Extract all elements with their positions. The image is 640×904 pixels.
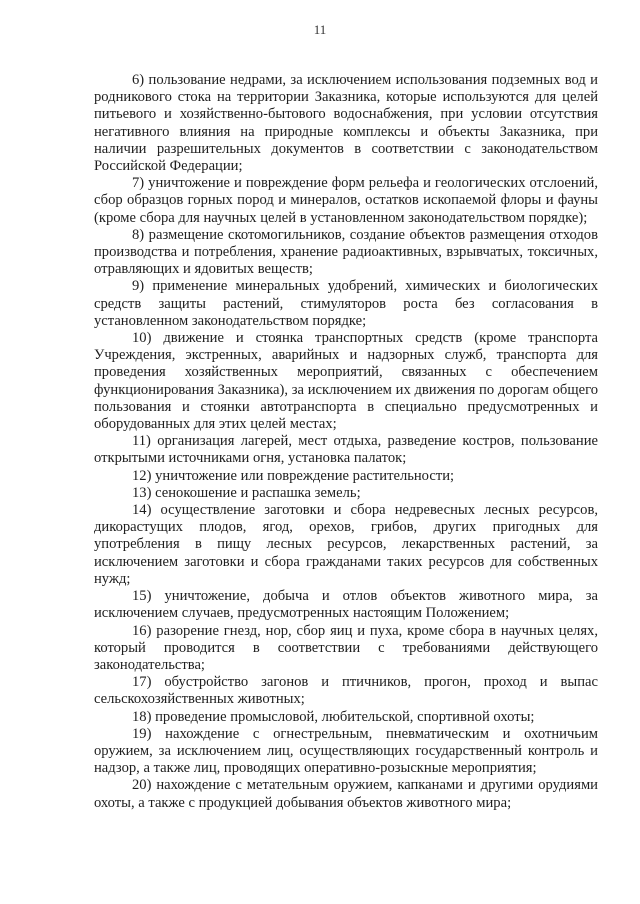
list-item-9: 9) применение минеральных удобрений, химических и биологических средств защиты растений, стимуляторов роста без согласования в установленном законодательством порядке;: [94, 278, 598, 329]
list-item-17: 17) обустройство загонов и птичников, прогон, проход и выпас сельскохозяйственных животных;: [94, 674, 598, 708]
list-item-12: 12) уничтожение или повреждение растительности;: [132, 467, 455, 484]
page-number: 11: [313, 22, 327, 37]
list-item-20: 20) нахождение с метательным оружием, капканами и другими орудиями охоты, а также с продукцией добывания объектов животного мира;: [94, 777, 598, 811]
list-item-6: 6) пользование недрами, за исключением использования подземных вод и родникового стока на территории Заказника, которые используются для целей питьевого и хозяйственно-бытового водоснабжения, при условии отсутствия негативного влияния на природные комплексы и объекты Заказника, при наличии разрешительных документов в соответствии с законодательством Российской Федерации;: [94, 72, 598, 175]
list-item-18: 18) проведение промысловой, любительской, спортивной охоты;: [132, 708, 535, 725]
list-item-19: 19) нахождение с огнестрельным, пневматическим и охотничьим оружием, за исключением лиц, осуществляющих государственный контроль и надзор, а также лиц, проводящих оперативно-розыскные мероприятия;: [94, 725, 598, 777]
list-item-8: 8) размещение скотомогильников, создание объектов размещения отходов производства и потребления, хранение радиоактивных, взрывчатых, токсичных, отравляющих и ядовитых веществ;: [94, 226, 598, 278]
list-item-10: 10) движение и стоянка транспортных средств (кроме транспорта Учреждения, экстренных, аварийных и надзорных служб, транспорта для проведения хозяйственных мероприятий, связанных с обеспечением функционирования Заказника), за исключением их движения по дорогам общего пользования и стоянки автотранспорта в специально предусмотренных и оборудованных для этих целей местах;: [94, 330, 598, 433]
list-item-15: 15) уничтожение, добыча и отлов объектов животного мира, за исключением случаев, предусмотренных настоящим Положением;: [94, 588, 598, 622]
list-item-7: 7) уничтожение и повреждение форм рельефа и геологических отслоений, сбор образцов горных пород и минералов, остатков ископаемой флоры и фауны (кроме сбора для научных целей в установленном законодательством порядке);: [94, 175, 598, 226]
list-item-14: 14) осуществление заготовки и сбора недревесных лесных ресурсов, дикорастущих плодов, ягод, орехов, грибов, других пригодных для употребления в пищу лесных ресурсов, лекарственных растений, за исключением заготовки и сбора гражданами таких ресурсов для собственных нужд;: [94, 502, 598, 587]
list-item-16: 16) разорение гнезд, нор, сбор яиц и пуха, кроме сбора в научных целях, который проводится в соответствии с требованиями действующего законодательства;: [94, 622, 598, 673]
list-item-11: 11) организация лагерей, мест отдыха, разведение костров, пользование открытыми источниками огня, установка палаток;: [94, 433, 598, 467]
document-body: [94, 72, 598, 812]
list-item-13: 13) сенокошение и распашка земель;: [132, 484, 361, 501]
